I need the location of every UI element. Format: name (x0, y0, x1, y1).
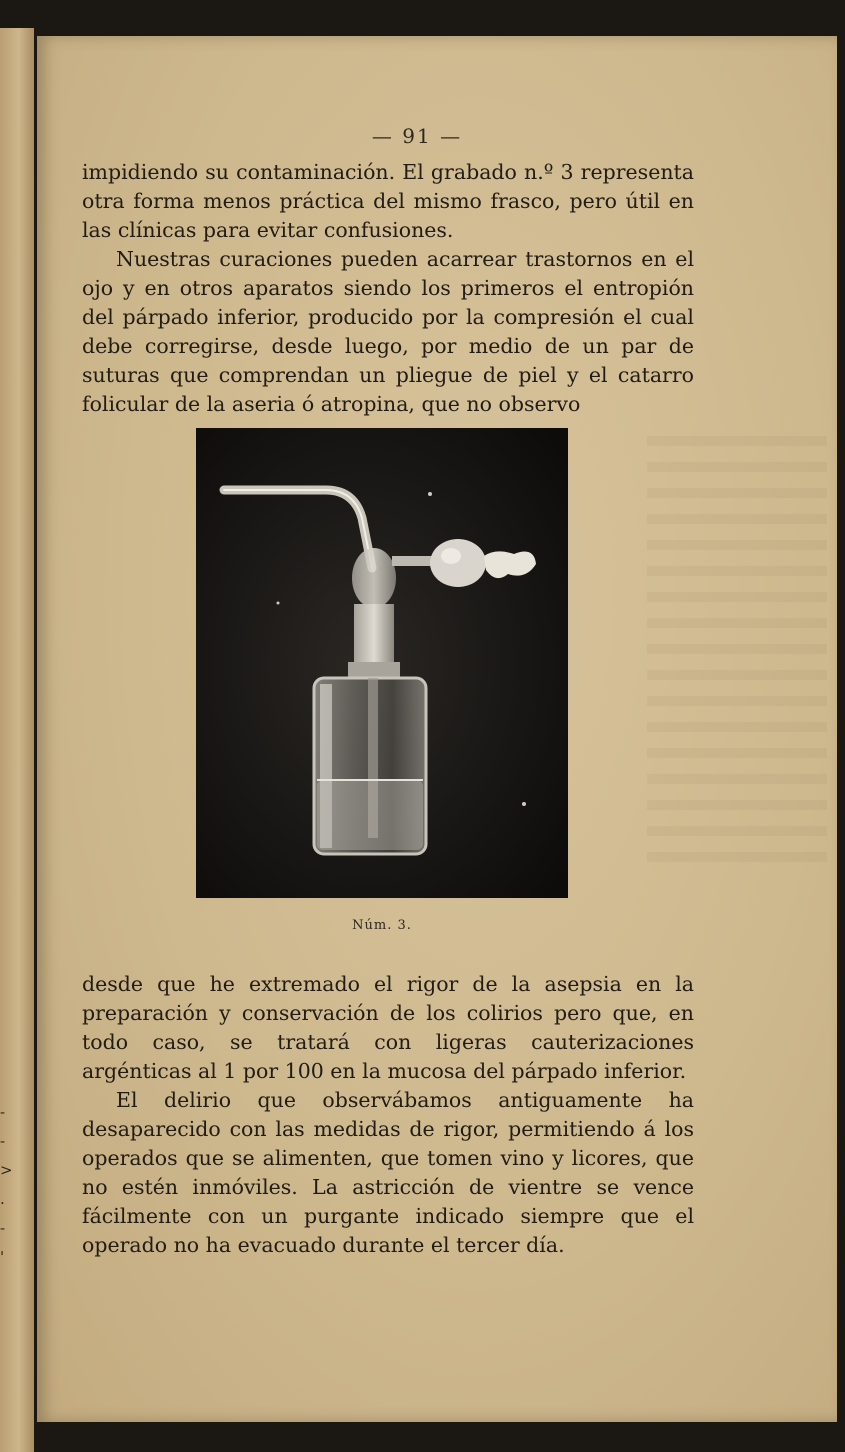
left-margin-marks (0, 1098, 14, 1272)
show-through-texture (647, 436, 827, 866)
figure-engraving-bottle (196, 428, 568, 898)
paragraph: El delirio que observábamos antiguamente ha desaparecido con las medidas de rigor, permitiendo á los operados que se alimenten, que tomen vino y licores, que no estén inmóviles. La astricción de vientre se vence fácilmente con un purgante indicado siempre que el operado no ha evacuado durante el tercer día. (82, 1088, 694, 1257)
paragraph: impidiendo su contaminación. El grabado n.º 3 representa otra forma menos práctica del mismo frasco, pero útil en las clínicas para evitar confusiones. (82, 160, 694, 242)
left-page-edge (0, 28, 34, 1452)
paragraph: desde que he extremado el rigor de la asepsia en la preparación y conservación de los colirios pero que, en todo caso, se tratará con ligeras cauterizaciones argénticas al 1 por 100 en la mucosa del párpado inferior. (82, 972, 694, 1083)
left-mark: . (0, 1190, 5, 1208)
paragraph: Nuestras curaciones pueden acarrear trastornos en el ojo y en otros aparatos siendo los primeros el entropión del párpado inferior, producido por la compresión el cual debe corregirse, desde luego, por medio de un par de suturas que comprendan un pliegue de piel y el catarro folicular de la aseria ó atropina, que no observo (82, 247, 694, 416)
text-block-top (82, 158, 694, 419)
left-mark: ' (0, 1248, 5, 1266)
book-page (37, 36, 837, 1422)
left-mark: > (0, 1161, 13, 1179)
figure-caption: Núm. 3. (352, 918, 412, 933)
bottle-illustration (196, 428, 568, 898)
left-mark: - (0, 1219, 6, 1237)
left-mark: - (0, 1103, 6, 1121)
left-mark: - (0, 1132, 6, 1150)
text-block-bottom (82, 970, 694, 1260)
page-number: — 91 — (371, 124, 463, 148)
